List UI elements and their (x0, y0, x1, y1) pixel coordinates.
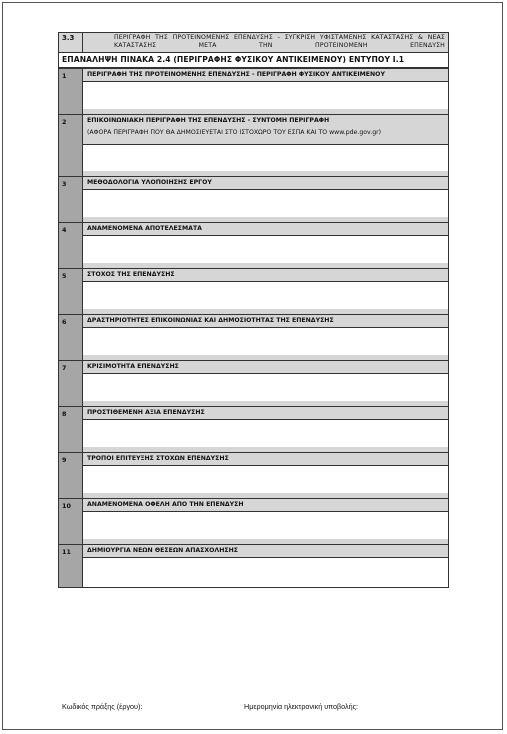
form-section-2 (58, 114, 449, 176)
repeat-table-title: ΕΠΑΝΑΛΗΨΗ ΠΙΝΑΚΑ 2.4 (ΠΕΡΙΓΡΑΦΗΣ ΦΥΣΙΚΟΥ ΑΝΤΙΚΕΙΜΕΝΟΥ) ΕΝΤΥΠΟΥ Ι.1 (58, 53, 449, 68)
form-section-3 (58, 176, 449, 222)
section-title: ΚΡΙΣΙΜΟΤΗΤΑ ΕΠΕΝΔΥΣΗΣ (83, 360, 448, 373)
section-row-number: 2 (59, 114, 83, 176)
section-subtitle: (ΑΦΟΡΑ ΠΕΡΙΓΡΑΦΗ ΠΟΥ ΘΑ ΔΗΜΟΣΙΕΥΕΤΑΙ ΣΤΟ ΙΣΤΟΧΩΡΟ ΤΟΥ ΕΣΠΑ ΚΑΙ ΤΟ www.pde.gov.gr) (83, 127, 448, 139)
section-row-number: 8 (59, 406, 83, 452)
form-section-10 (58, 498, 449, 544)
section-title: ΑΝΑΜΕΝΟΜΕΝΑ ΟΦΕΛΗ ΑΠΟ ΤΗΝ ΕΠΕΝΔΥΣΗ (83, 498, 448, 511)
investment-description-form (58, 32, 449, 588)
section-row-number: 5 (59, 268, 83, 314)
answer-field[interactable] (83, 511, 448, 539)
section-title: ΜΕΘΟΔΟΛΟΓΙΑ ΥΛΟΠΟΙΗΣΗΣ ΕΡΓΟΥ (83, 176, 448, 189)
form-section-7 (58, 360, 449, 406)
answer-field[interactable] (83, 373, 448, 401)
answer-field[interactable] (83, 189, 448, 217)
answer-field[interactable] (83, 557, 448, 587)
section-row-number: 11 (59, 544, 83, 587)
form-section-5 (58, 268, 449, 314)
section-row-number: 1 (59, 68, 83, 114)
section-header-text: ΠΕΡΙΓΡΑΦΗ ΤΗΣ ΠΡΟΤΕΙΝΟΜΕΝΗΣ ΕΠΕΝΔΥΣΗΣ - ΣΥΓΚΡΙΣΗ ΥΦΙΣΤΑΜΕΝΗΣ ΚΑΤΑΣΤΑΣΗΣ & ΝΕΑΣ ΚΑΤΑΣΤΑΣΗΣ ΜΕΤΑ ΤΗΝ ΠΡΟΤΕΙΝΟΜΕΝΗ ΕΠΕΝΔΥΣΗ (114, 34, 445, 49)
answer-field[interactable] (83, 419, 448, 447)
section-title: ΤΡΟΠΟΙ ΕΠΙΤΕΥΞΗΣ ΣΤΟΧΩΝ ΕΠΕΝΔΥΣΗΣ (83, 452, 448, 465)
section-row-number: 9 (59, 452, 83, 498)
section-row-number: 3 (59, 176, 83, 222)
form-section-1 (58, 68, 449, 114)
section-title: ΑΝΑΜΕΝΟΜΕΝΑ ΑΠΟΤΕΛΕΣΜΑΤΑ (83, 222, 448, 235)
section-title: ΔΗΜΙΟΥΡΓΙΑ ΝΕΩΝ ΘΕΣΕΩΝ ΑΠΑΣΧΟΛΗΣΗΣ (83, 544, 448, 557)
section-title: ΠΕΡΙΓΡΑΦΗ ΤΗΣ ΠΡΟΤΕΙΝΟΜΕΝΗΣ ΕΠΕΝΔΥΣΗΣ - ΠΕΡΙΓΡΑΦΗ ΦΥΣΙΚΟΥ ΑΝΤΙΚΕΙΜΕΝΟΥ (83, 68, 448, 81)
section-title: ΔΡΑΣΤΗΡΙΟΤΗΤΕΣ ΕΠΙΚΟΙΝΩΝΙΑΣ ΚΑΙ ΔΗΜΟΣΙΟΤΗΤΑΣ ΤΗΣ ΕΠΕΝΔΥΣΗΣ (83, 314, 448, 327)
answer-field[interactable] (83, 327, 448, 355)
section-row-number: 6 (59, 314, 83, 360)
form-section-11 (58, 544, 449, 588)
project-code-label: Κωδικός πράξης (έργου): (62, 702, 143, 711)
answer-field[interactable] (83, 281, 448, 309)
submission-date-label: Ημερομηνία ηλεκτρονική υποβολής: (244, 702, 359, 711)
section-title: ΕΠΙΚΟΙΝΩΝΙΑΚΗ ΠΕΡΙΓΡΑΦΗ ΤΗΣ ΕΠΕΝΔΥΣΗΣ - ΣΥΝΤΟΜΗ ΠΕΡΙΓΡΑΦΗ (83, 114, 448, 127)
answer-field[interactable] (83, 144, 448, 171)
section-row-number: 7 (59, 360, 83, 406)
section-row-number: 10 (59, 498, 83, 544)
section-number: 3.3 (59, 33, 83, 52)
answer-field[interactable] (83, 235, 448, 263)
form-section-8 (58, 406, 449, 452)
answer-field[interactable] (83, 465, 448, 493)
section-title: ΠΡΟΣΤΙΘΕΜΕΝΗ ΑΞΙΑ ΕΠΕΝΔΥΣΗΣ (83, 406, 448, 419)
form-section-6 (58, 314, 449, 360)
section-row-number: 4 (59, 222, 83, 268)
form-section-9 (58, 452, 449, 498)
section-title: ΣΤΟΧΟΣ ΤΗΣ ΕΠΕΝΔΥΣΗΣ (83, 268, 448, 281)
form-section-4 (58, 222, 449, 268)
answer-field[interactable] (83, 81, 448, 109)
section-header (58, 32, 449, 53)
